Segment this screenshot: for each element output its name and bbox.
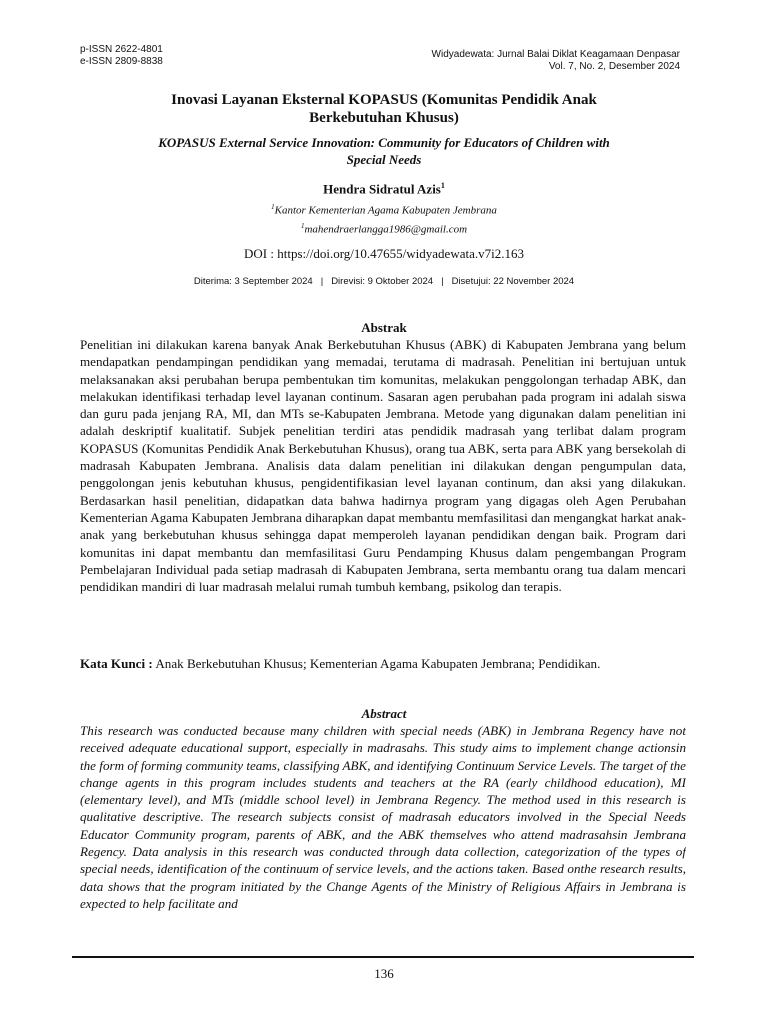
journal-volume: Vol. 7, No. 2, Desember 2024	[548, 61, 680, 72]
date-separator: |	[441, 276, 444, 287]
submission-dates	[0, 276, 768, 287]
journal-name: Widyadewata: Jurnal Balai Diklat Keagamaan Denpasar	[431, 49, 680, 60]
author-affiliation	[0, 200, 768, 219]
p-issn: p-ISSN 2622-4801	[80, 44, 163, 55]
paper-title-english-line-2: Special Needs	[346, 152, 422, 167]
abstrak-heading: Abstrak	[361, 320, 407, 335]
affiliation-text: Kantor Kementerian Agama Kabupaten Jembrana	[274, 204, 497, 217]
date-accepted: Disetujui: 22 November 2024	[451, 276, 575, 287]
keywords-label: Kata Kunci :	[80, 656, 153, 671]
doi-link[interactable]: DOI : https://doi.org/10.47655/widyadewata.v7i2.163	[244, 246, 524, 261]
paper-title-english-line-1: KOPASUS External Service Innovation: Community for Educators of Children with	[158, 135, 610, 150]
footer-divider	[72, 956, 694, 958]
issn-block	[80, 44, 163, 68]
keywords	[80, 655, 686, 672]
journal-block	[432, 49, 680, 73]
author-superscript: 1	[440, 181, 445, 190]
date-revised: Direvisi: 9 Oktober 2024	[331, 276, 434, 287]
email-superscript: 1	[300, 221, 305, 230]
date-separator: |	[320, 276, 324, 287]
paper-title	[100, 91, 668, 127]
paper-title-line-2: Berkebutuhan Khusus)	[309, 110, 459, 126]
author-name-text: Hendra Sidratul Azis	[323, 181, 441, 197]
abstrak-body: Penelitian ini dilakukan karena banyak Anak Berkebutuhan Khusus (ABK) di Kabupaten Jembrana yang belum mendapatkan pendampingan pendidikan yang memadai, terutama di madrasah. Penelitian ini bertujuan untuk melaksanakan aksi perubahan berupa pembentukan tim komunitas, melakukan penggolongan terhadap ABK, dan melakukan identifikasi terhadap level layanan continum. Sasaran agen perubahan pada program ini adalah siswa dan guru pada jenjang RA, MI, dan MTs se-Kabupaten Jembrana. Metode yang digunakan dalam penelitian ini adalah deskriptif kualitatif. Subjek penelitian terdiri atas pendidik madrasah yang terlibat dalam program KOPASUS (Komunitas Pendidik Anak Berkebutuhan Khusus), orang tua ABK, serta para ABK yang bersekolah di madrasah Kabupaten Jembrana. Analisis data dalam penelitian ini dilakukan dengan pengumpulan data, penggolongan jenis kebutuhan khusus, pengidentifikasian level layanan continum, dan aksi yang dilakukan. Berdasarkan hasil penelitian, didapatkan data bahwa hadirnya program yang digagas oleh Agen Perubahan Kementerian Agama Kabupaten Jembrana diharapkan dapat membantu memfasilitasi dan mengangkat harkat anak-anak yang berkebutuhan khusus sehingga dapat memperoleh layanan pendidikan dengan baik. Program dari komunitas ini dapat membantu dan memfasilitasi Guru Pendamping Khusus dalam pengembangan Program Pembelajaran Individual pada setiap madrasah di Kabupaten Jembrana, serta membantu orang tua dalam mencari pendidikan mandiri di luar madrasah melalui rumah tumbuh kembang, psikolog dan terapis.	[80, 337, 686, 595]
paper-title-english	[100, 134, 668, 168]
author-name	[0, 181, 768, 197]
affiliation-superscript: 1	[271, 203, 275, 211]
e-issn: e-ISSN 2809-8838	[80, 56, 163, 67]
author-affiliation-block	[0, 200, 768, 237]
date-received: Diterima: 3 September 2024	[193, 276, 313, 287]
author-email	[0, 219, 768, 238]
abstract-heading: Abstract	[361, 706, 407, 721]
page-number: 136	[374, 966, 394, 981]
paper-title-line-1: Inovasi Layanan Eksternal KOPASUS (Komunitas Pendidik Anak	[171, 92, 597, 108]
abstract-body: This research was conducted because many children with special needs (ABK) in Jembrana Regency have not received adequate educational support, especially in madrasahs. This study aims to implement change actionsin the form of forming community teams, classifying ABK, and identifying Continuum Service Levels. The target of the change agents in this program includes students and teachers at the RA (early childhood education), MI (elementary level), and MTs (middle school level) in Jembrana Regency. The method used in this research is qualitative descriptive. The research subjects consist of madrasah educators involved in the Special Needs Educator Community program, parents of ABK, and the ABK themselves who attend madrasahsin Jembrana Regency. Data analysis in this research was conducted through data collection, categorization of the types of special needs, identification of the continuum of service levels, and the actions taken. Based onthe research results, data shows that the program initiated by the Change Agents of the Ministry of Religious Affairs in Jembrana is expected to help facilitate and	[80, 723, 686, 911]
keywords-text: Anak Berkebutuhan Khusus; Kementerian Agama Kabupaten Jembrana; Pendidikan.	[155, 656, 601, 671]
email-text: mahendraerlangga1986@gmail.com	[304, 223, 468, 236]
